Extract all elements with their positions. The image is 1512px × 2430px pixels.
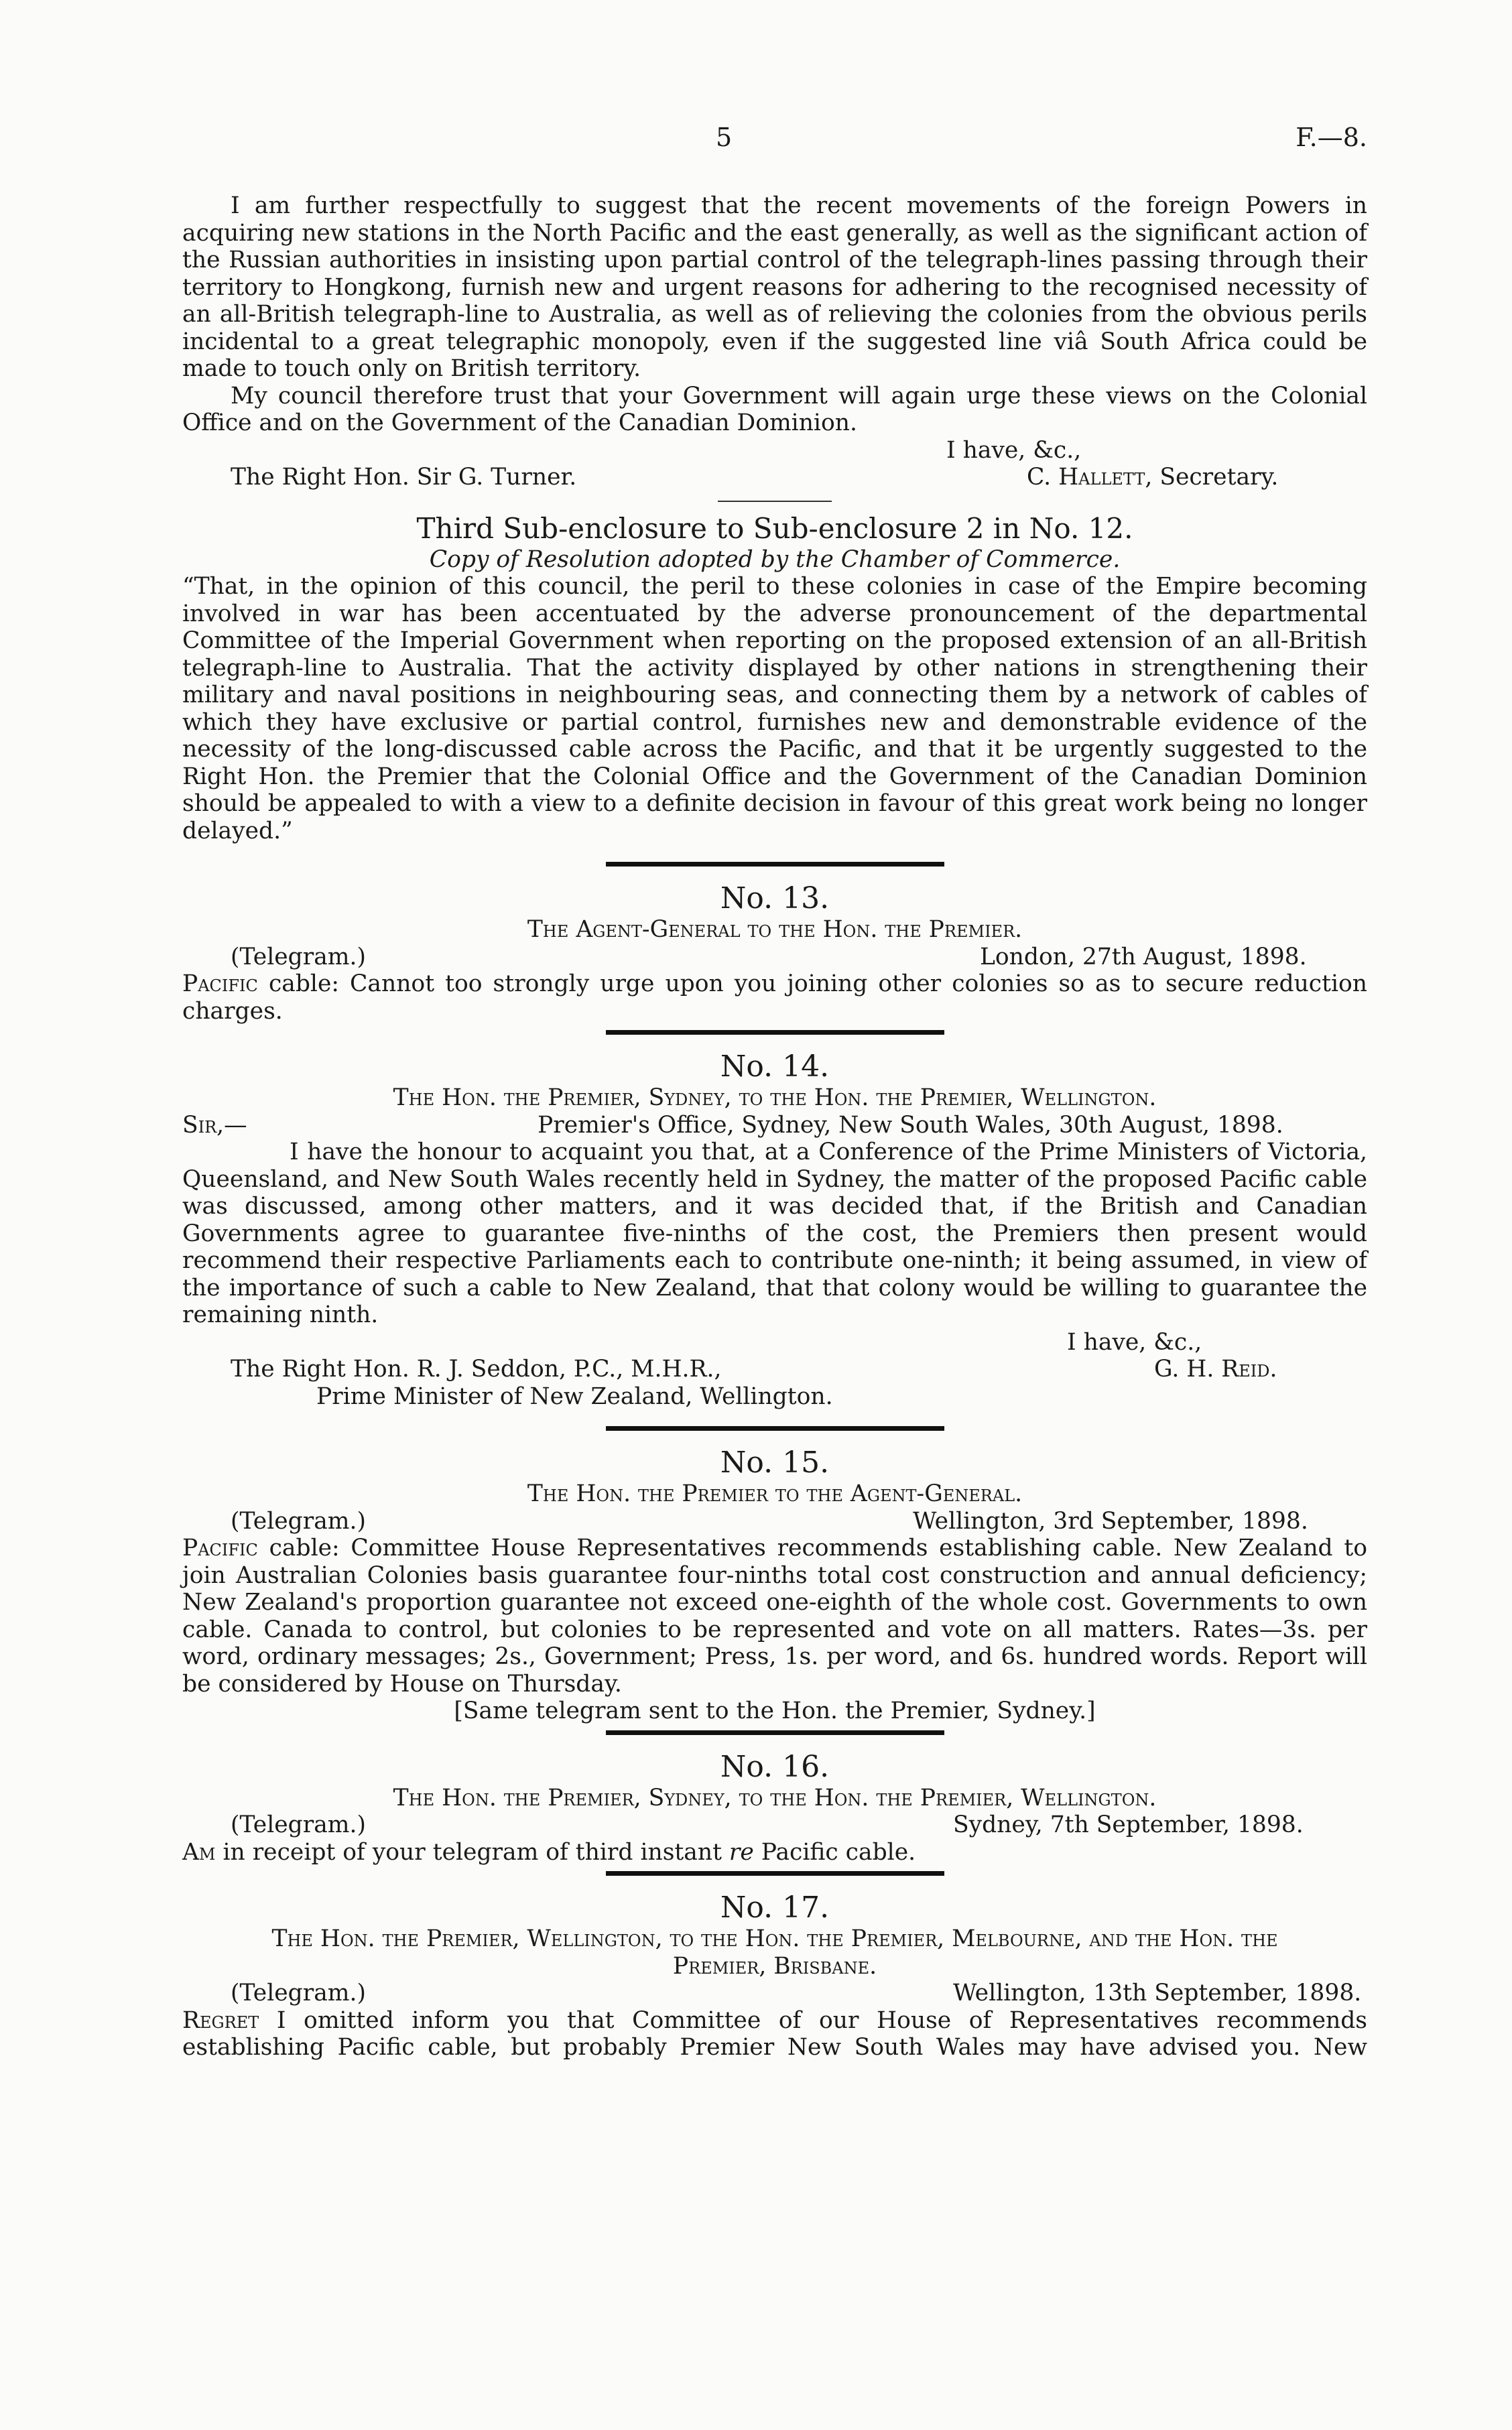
no17-heading: No. 17. [720,1891,830,1925]
no15-note: [Same telegram sent to the Hon. the Premier, Sydney.] [454,1698,1096,1724]
letter-paragraph-2: My council therefore trust that your Government will again urge these views on the Colonial Office and on the Government of the Canadian Dominion. [182,382,1367,436]
no16-type: (Telegram.) [231,1811,366,1838]
no15-text: cable: Committee House Representatives recommends establishing cable. New Zealand to join Australian Colonies basis guarantee four-ninths total cost construction and annual deficiency; New Zealand's proportion guarantee not exceed one-eighth of the whole cost. Governments to own cable. Canada to control, but colonies to be represented and vote on all matters. Rates—3s. per word, ordinary messages; 2s., Government; Press, 1s. per word, and 6s. hundred words. Report will be considered by House on Thursday. [182,1535,1367,1698]
heavy-divider [606,862,944,867]
signature-title: Secretary. [1159,464,1279,491]
no14-signature-row [182,1356,1367,1383]
body-column [182,192,1367,2061]
no13-text: cable: Cannot too strongly urge upon you joining other colonies so as to secure reduction charges. [182,970,1368,1025]
no14-addressee-2: Prime Minister of New Zealand, Wellington. [316,1383,833,1410]
no16-lead: Am [182,1838,216,1866]
letter-signature [1027,464,1278,491]
no17-place-date: Wellington, 13th September, 1898. [953,1980,1362,2006]
page-number: 5 [716,123,733,152]
sub-enclosure-subtitle: Copy of Resolution adopted by the Chamber of Commerce. [429,546,1121,573]
no17-from-to-1: The Hon. the Premier, Wellington, to the Hon. the Premier, Melbourne, and the Hon. the [271,1925,1278,1952]
no13-body [182,970,1367,1025]
no16-text-b: re [729,1838,754,1866]
no13-place-date: London, 27th August, 1898. [980,943,1307,970]
sub-enclosure-title: Third Sub-enclosure to Sub-enclosure 2 in No. 12. [416,511,1133,545]
heavy-divider [606,1871,944,1876]
no14-signature: G. H. Reid. [1154,1356,1277,1383]
no16-from-to: The Hon. the Premier, Sydney, to the Hon. the Premier, Wellington. [393,1784,1157,1811]
no15-place-date: Wellington, 3rd September, 1898. [913,1507,1308,1535]
letter-closing-row [182,437,1367,464]
heavy-divider [606,1030,944,1035]
heavy-divider [606,1730,944,1735]
no16-meta-row [182,1811,1367,1839]
page-header [182,121,1367,154]
letter-paragraph-1: I am further respectfully to suggest that the recent movements of the foreign Powers in acquiring new stations in the North Pacific and the east generally, as well as the significant action of the Russian authorities in insisting upon partial control of the telegraph-lines passing through their territory to Hongkong, furnish new and urgent reasons for adhering to the recognised necessity of an all-British telegraph-line to Australia, as well as of relieving the colonies from the obvious perils incidental to a great telegraphic monopoly, even if the suggested line viâ South Africa could be made to touch only on British territory. [182,192,1367,382]
no14-addressee-row [182,1383,1367,1411]
no17-text: I omitted inform you that Committee of our House of Representatives recommends establishing Pacific cable, but probably Premier New South Wales may have advised you. New [182,2006,1367,2061]
no13-type: (Telegram.) [231,943,366,970]
no17-from-to-2: Premier, Brisbane. [672,1952,877,1980]
no14-meta-row [182,1112,1367,1139]
no16-text-c: Pacific cable. [761,1838,916,1866]
letter-addressee: The Right Hon. Sir G. Turner. [231,464,577,491]
no16-place-date: Sydney, 7th September, 1898. [953,1811,1304,1838]
no14-body: I have the honour to acquaint you that, at a Conference of the Prime Ministers of Victoria, Queensland, and New South Wales recently held in Sydney, the matter of the proposed Pacific cable was discussed, among other matters, and it was decided that, if the British and Canadian Governments agree to guarantee five-ninths of the cost, the Premiers then present would recommend their respective Parliaments each to contribute one-ninth; it being assumed, in view of the importance of such a cable to New Zealand, that that colony would be willing to guarantee the remaining ninth. [182,1139,1367,1328]
no14-addressee-1: The Right Hon. R. J. Seddon, P.C., M.H.R., [231,1356,722,1383]
signature-name: C. Hallett, [1027,464,1153,491]
no17-meta-row [182,1980,1367,2007]
no14-place-date: Premier's Office, Sydney, New South Wales, 30th August, 1898. [538,1111,1283,1139]
no15-type: (Telegram.) [231,1507,366,1535]
no15-from-to: The Hon. the Premier to the Agent-General. [527,1480,1023,1507]
no14-from-to: The Hon. the Premier, Sydney, to the Hon. the Premier, Wellington. [393,1084,1157,1111]
heavy-divider [606,1426,944,1431]
no15-heading: No. 15. [720,1446,830,1480]
no17-body [182,2007,1367,2061]
no17-lead: Regret [182,2006,259,2034]
no16-heading: No. 16. [720,1749,830,1784]
letter-closing: I have, &c., [946,436,1082,464]
resolution-text: “That, in the opinion of this council, the peril to these colonies in case of the Empire becoming involved in war has been accentuated by the adverse pronouncement of the departmental Committee of the Imperial Government when reporting on the proposed extension of an all-British telegraph-line to Australia. That the activity displayed by other nations in strengthening their military and naval positions in neighbouring seas, and connecting them by a network of cables of which they have exclusive or partial control, furnishes new and demonstrable evidence of the necessity of the long-discussed cable across the Pacific, and that it be urgently suggested to the Right Hon. the Premier that the Colonial Office and the Government of the Canadian Dominion should be appealed to with a view to a definite decision in favour of this great work being no longer delayed.” [182,573,1367,844]
no16-body [182,1839,1367,1866]
no15-body [182,1535,1367,1698]
letter-signature-row [182,464,1367,491]
section-divider [718,501,832,502]
no14-salutation: Sir,— [182,1111,247,1139]
no16-text-a: in receipt of your telegram of third instant [223,1838,722,1866]
no15-lead: Pacific [182,1535,258,1561]
no13-heading: No. 13. [720,881,830,915]
document-reference: F.—8. [1296,123,1367,152]
no17-type: (Telegram.) [231,1980,366,2006]
no15-meta-row [182,1508,1367,1535]
no14-closing-row [182,1329,1367,1356]
no13-lead: Pacific [182,970,258,997]
no14-closing: I have, &c., [1067,1328,1202,1356]
no13-from-to: The Agent-General to the Hon. the Premier. [527,916,1023,943]
no13-meta-row [182,944,1367,971]
no14-heading: No. 14. [720,1049,830,1084]
